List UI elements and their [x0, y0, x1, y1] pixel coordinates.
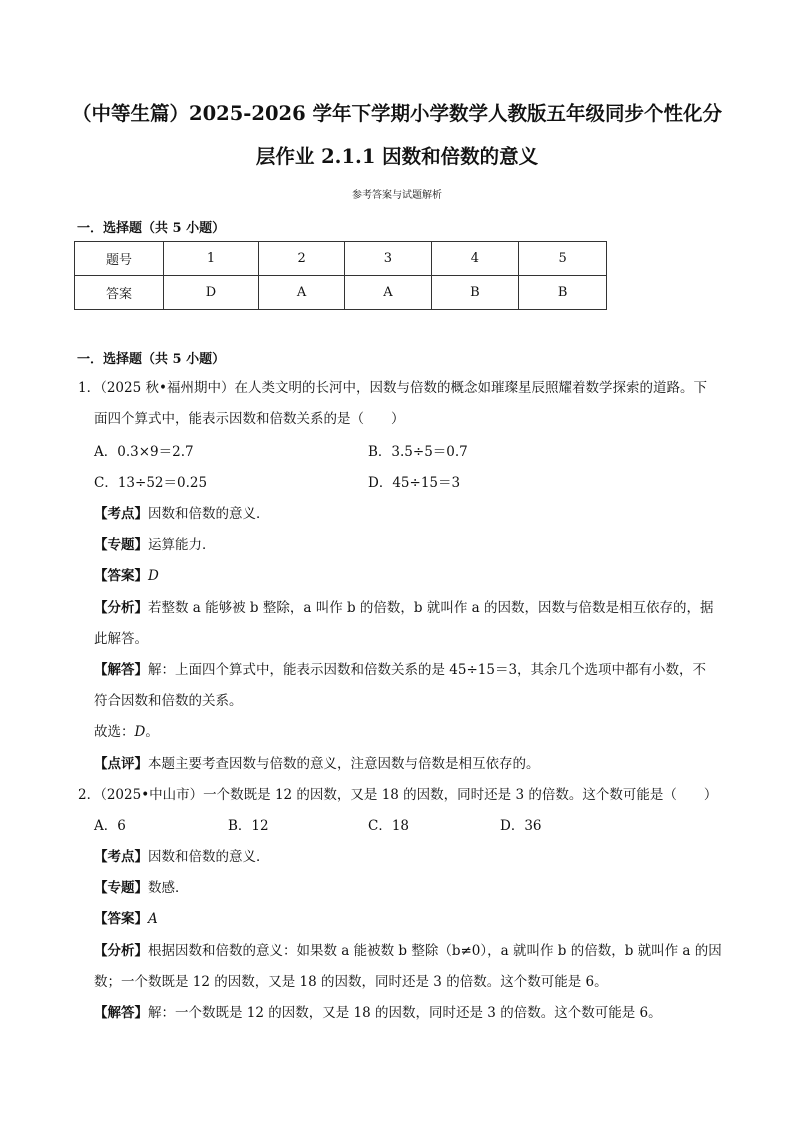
q2-jieda-tag: 【解答】 [94, 1005, 148, 1021]
section-heading-solutions: 一．选择题（共 5 小题） [77, 352, 226, 367]
table-cell: B [519, 276, 607, 310]
table-cell: 5 [519, 242, 607, 276]
q2-kaodian-text: 因数和倍数的意义． [148, 849, 270, 865]
q1-dianping-tag: 【点评】 [94, 756, 148, 772]
table-cell: A [345, 276, 431, 310]
table-row-label: 答案 [75, 276, 164, 310]
q2-stem-line1: 2．（2025•中山市）一个数既是 12 的因数，又是 18 的因数，同时还是 3 的倍数。这个数可能是（ ） [78, 787, 718, 803]
q2-zhuanti [94, 878, 189, 898]
q2-kaodian [94, 847, 270, 867]
document-title-line1: （中等生篇）2025-2026 学年下学期小学数学人教版五年级同步个性化分 [72, 102, 722, 125]
q2-option-c: C．18 [368, 818, 410, 834]
q1-zhuanti-text: 运算能力． [148, 537, 216, 553]
q1-stem-line2: 面四个算式中，能表示因数和倍数关系的是（ ） [94, 411, 405, 427]
q1-kaodian-tag: 【考点】 [94, 506, 148, 522]
q2-fenxi-line1 [94, 941, 722, 961]
q2-daan [94, 909, 158, 929]
q2-fenxi-text: 根据因数和倍数的意义：如果数 a 能被数 b 整除（b≠0），a 就叫作 b 的倍数，b 就叫作 a 的因 [148, 943, 722, 959]
table-cell: B [431, 276, 519, 310]
table-row [75, 242, 607, 276]
table-cell: D [164, 276, 259, 310]
q1-zhuanti [94, 535, 216, 555]
q2-jieda-line1 [94, 1003, 662, 1023]
q2-option-a: A．6 [94, 818, 126, 834]
q1-option-b: B．3.5÷5＝0.7 [368, 444, 468, 460]
q1-fenxi-line2: 此解答。 [94, 631, 148, 647]
table-cell: 3 [345, 242, 431, 276]
q1-option-c: C．13÷52＝0.25 [94, 475, 208, 491]
q1-daan-tag: 【答案】 [94, 568, 148, 584]
q1-fenxi-text: 若整数 a 能够被 b 整除，a 叫作 b 的倍数，b 就叫作 a 的因数，因数与倍数是相互依存的，据 [148, 600, 714, 616]
q2-jieda-text: 解：一个数既是 12 的因数，又是 18 的因数，同时还是 3 的倍数。这个数可能是 6。 [148, 1005, 662, 1021]
q1-fenxi-tag: 【分析】 [94, 600, 148, 616]
q2-kaodian-tag: 【考点】 [94, 849, 148, 865]
q1-fenxi-line1 [94, 598, 713, 618]
q1-guxuan-suffix: 。 [145, 724, 159, 740]
q1-guxuan-prefix: 故选： [94, 724, 135, 740]
q2-zhuanti-tag: 【专题】 [94, 880, 148, 896]
q1-jieda-tag: 【解答】 [94, 662, 148, 678]
q1-dianping-text: 本题主要考查因数与倍数的意义，注意因数与倍数是相互依存的。 [148, 756, 540, 772]
table-cell: A [258, 276, 344, 310]
table-row-label: 题号 [75, 242, 164, 276]
q1-zhuanti-tag: 【专题】 [94, 537, 148, 553]
q2-daan-tag: 【答案】 [94, 911, 148, 927]
q1-dianping [94, 754, 540, 774]
answer-table [74, 241, 607, 310]
q2-fenxi-line2: 数；一个数既是 12 的因数，又是 18 的因数，同时还是 3 的倍数。这个数可能是 6。 [94, 974, 608, 990]
q2-fenxi-tag: 【分析】 [94, 943, 148, 959]
q1-jieda-line2: 符合因数和倍数的关系。 [94, 693, 243, 709]
q1-option-d: D．45÷15＝3 [368, 475, 461, 491]
document-title-line2: 层作业 2.1.1 因数和倍数的意义 [255, 145, 539, 168]
q1-jieda-line1 [94, 660, 706, 680]
q1-option-a: A．0.3×9＝2.7 [94, 444, 194, 460]
q1-jieda-text: 解：上面四个算式中，能表示因数和倍数关系的是 45÷15＝3，其余几个选项中都有小数，不 [148, 662, 707, 678]
q1-kaodian [94, 504, 270, 524]
q1-guxuan-answer: D [134, 724, 146, 740]
q1-daan-text: D [148, 568, 159, 584]
q2-option-d: D．36 [500, 818, 542, 834]
table-cell: 2 [258, 242, 344, 276]
q1-daan [94, 566, 159, 586]
q2-option-b: B．12 [228, 818, 269, 834]
table-cell: 4 [431, 242, 519, 276]
section-heading-answers: 一．选择题（共 5 小题） [77, 221, 226, 236]
q1-stem-line1: 1．（2025 秋•福州期中）在人类文明的长河中，因数与倍数的概念如璀璨星辰照耀着数学探索的道路。下 [78, 380, 707, 396]
q1-guxuan [94, 722, 159, 742]
q2-zhuanti-text: 数感． [148, 880, 189, 896]
table-cell: 1 [164, 242, 259, 276]
q1-kaodian-text: 因数和倍数的意义． [148, 506, 270, 522]
document-subtitle: 参考答案与试题解析 [352, 190, 442, 201]
table-row [75, 276, 607, 310]
q2-daan-text: A [148, 911, 158, 927]
